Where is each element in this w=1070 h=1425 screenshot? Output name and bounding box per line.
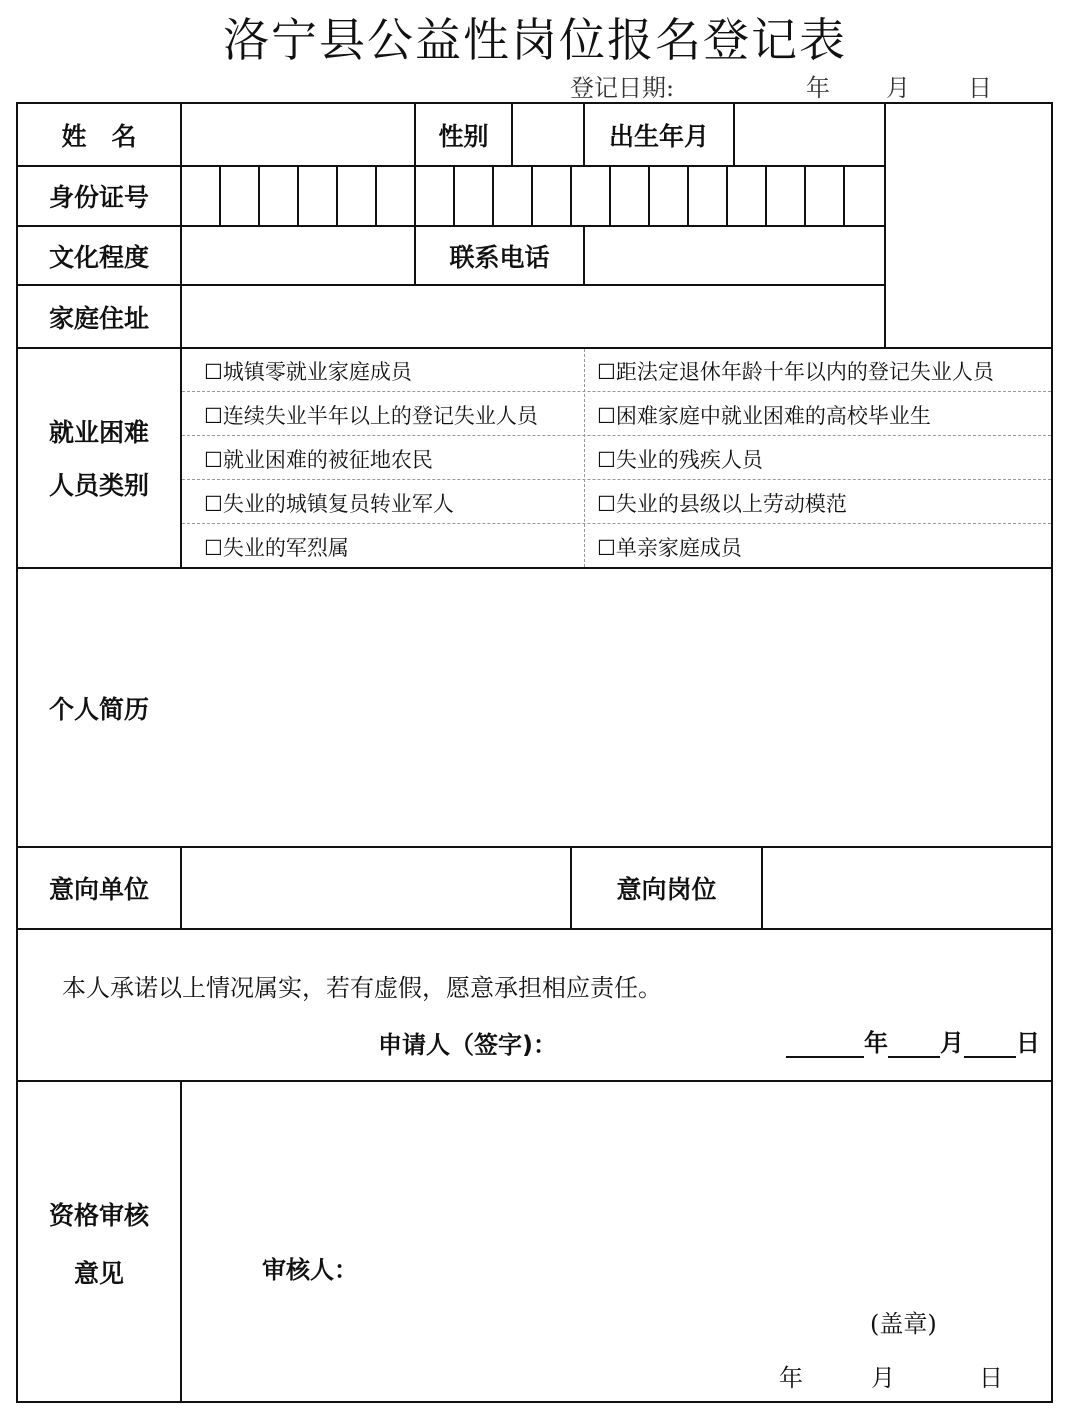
review-day: 日	[979, 1364, 1003, 1392]
category-option[interactable]: ☐失业的残疾人员	[597, 448, 763, 472]
category-option[interactable]: ☐距法定退休年龄十年以内的登记失业人员	[597, 360, 994, 384]
category-divider	[182, 479, 1051, 480]
category-option[interactable]: ☐困难家庭中就业困难的高校毕业生	[597, 404, 931, 428]
id-cell-divider	[492, 165, 494, 226]
id-cell-divider	[609, 165, 611, 226]
education-label: 文化程度	[48, 242, 149, 272]
category-option[interactable]: ☐失业的县级以上劳动模范	[597, 492, 847, 516]
rule	[16, 347, 1053, 349]
rule	[16, 1080, 1053, 1082]
id-cell-divider	[531, 165, 533, 226]
pledge-day: 日	[1016, 1029, 1040, 1057]
id-cell-divider	[804, 165, 806, 226]
category-option[interactable]: ☐城镇零就业家庭成员	[204, 360, 412, 384]
pledge-year-blank[interactable]	[786, 1030, 864, 1058]
pledge-day-blank[interactable]	[964, 1030, 1016, 1058]
id-cell-divider	[336, 165, 338, 226]
reviewer-label: 审核人：	[262, 1256, 358, 1284]
id-cell-divider	[687, 165, 689, 226]
id-cell-divider	[726, 165, 728, 226]
category-label-line1: 就业困难	[48, 418, 149, 447]
pledge-date	[786, 1023, 1040, 1058]
seal-label: (盖章)	[870, 1310, 937, 1338]
pledge-year: 年	[864, 1029, 888, 1057]
id-cell-divider	[765, 165, 767, 226]
resume-label: 个人简历	[48, 694, 149, 724]
rule	[180, 1080, 182, 1403]
id-number-label: 身份证号	[48, 183, 149, 212]
category-option[interactable]: ☐失业的城镇复员转业军人	[204, 492, 454, 516]
category-label-line2: 人员类别	[48, 471, 149, 500]
review-year: 年	[779, 1364, 803, 1392]
category-option[interactable]: ☐连续失业半年以上的登记失业人员	[204, 404, 538, 428]
category-option[interactable]: ☐失业的军烈属	[204, 536, 349, 560]
id-cell-divider	[648, 165, 650, 226]
id-cell-divider	[453, 165, 455, 226]
birth-label: 出生年月	[608, 121, 709, 151]
registration-date-day: 日	[968, 74, 992, 102]
address-label: 家庭住址	[48, 303, 149, 333]
registration-date-month: 月	[886, 74, 910, 102]
rule	[761, 846, 763, 929]
category-divider	[182, 435, 1051, 436]
form-title: 洛宁县公益性岗位报名登记表	[223, 13, 847, 67]
rule	[180, 846, 182, 929]
applicant-signature-label: 申请人（签字)：	[378, 1031, 557, 1059]
id-cell-divider	[297, 165, 299, 226]
review-label-line1: 资格审核	[48, 1201, 149, 1230]
id-cell-divider	[219, 165, 221, 226]
category-divider	[584, 349, 585, 567]
phone-label: 联系电话	[449, 242, 550, 272]
category-option[interactable]: ☐单亲家庭成员	[597, 536, 742, 560]
rule	[733, 102, 735, 166]
rule	[180, 102, 182, 568]
name-label: 姓 名	[61, 121, 137, 151]
id-cell-divider	[843, 165, 845, 226]
review-month: 月	[871, 1364, 895, 1392]
pledge-month: 月	[940, 1029, 964, 1057]
gender-label: 性别	[438, 121, 489, 151]
intended-unit-label: 意向单位	[48, 875, 149, 904]
category-option[interactable]: ☐就业困难的被征地农民	[204, 448, 433, 472]
category-divider	[182, 523, 1051, 524]
pledge-statement: 本人承诺以上情况属实，若有虚假，愿意承担相应责任。	[62, 974, 662, 1002]
rule	[16, 928, 1053, 930]
id-cell-divider	[258, 165, 260, 226]
rule	[511, 102, 513, 166]
review-label-line2: 意见	[73, 1259, 124, 1288]
rule	[884, 102, 886, 348]
registration-date-year: 年	[806, 74, 830, 102]
pledge-month-blank[interactable]	[888, 1030, 940, 1058]
id-cell-divider	[414, 165, 416, 226]
id-cell-divider	[570, 165, 572, 226]
intended-post-label: 意向岗位	[616, 875, 717, 904]
rule	[583, 225, 585, 285]
id-cell-divider	[375, 165, 377, 226]
registration-date-label: 登记日期:	[570, 74, 675, 102]
category-divider	[182, 391, 1051, 392]
